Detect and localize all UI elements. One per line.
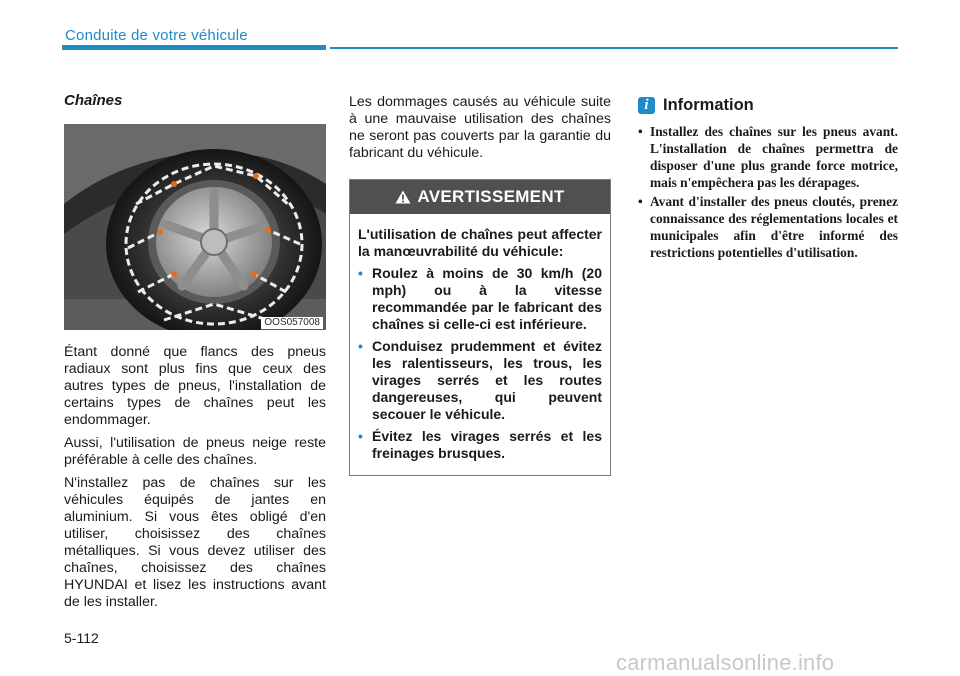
bullet-icon: • [358,428,363,444]
paragraph: Aussi, l'utilisation de pneus neige reste préférable à celle des chaînes. [64,435,326,468]
header-accent-bar [62,45,326,50]
bullet-icon: • [358,338,363,354]
warning-triangle-icon [395,190,411,204]
paragraph: N'installez pas de chaînes sur les véhicules équipés de jantes en aluminium. Si vous êtes obligé d'en utiliser, choisissez des chaînes métalliques. Si vous devez utiliser des chaînes, choisissez des chaînes HYUNDAI et lisez les instructions avant de les installer. [64,475,326,610]
warning-item-text: Roulez à moins de 30 km/h (20 mph) ou à la vitesse recommandée par le fabricant des chaînes si celle-ci est inférieure. [372,265,602,332]
warning-item-text: Évitez les virages serrés et les freinages brusques. [372,428,602,461]
information-item [638,123,898,191]
bullet-icon: • [638,194,643,209]
column-middle [349,94,611,476]
information-header [638,96,898,115]
page-number: 5-112 [64,630,99,646]
warning-item [358,338,602,423]
paragraph: Étant donné que flancs des pneus radiaux sont plus fins que ceux des autres types de pneus, l'installation de certains types de chaînes peut les endommager. [64,344,326,428]
paragraph: Les dommages causés au véhicule suite à une mauvaise utilisation des chaînes ne seront pas couverts par la garantie du fabricant du véhicule. [349,94,611,161]
warning-title: AVERTISSEMENT [417,187,565,206]
tire-chain-illustration [64,124,326,330]
image-reference-code: OOS057008 [261,317,323,329]
watermark: carmanualsonline.info [616,650,835,675]
information-item [638,193,898,261]
warning-content [350,214,610,475]
tire-chain-photo [64,124,326,330]
section-header-title: Conduite de votre véhicule [65,27,248,44]
column-right [638,96,898,261]
warning-intro: L'utilisation de chaînes peut affecter la manœuvrabilité du véhicule: [358,226,602,259]
header-rule [330,47,898,49]
warning-item [358,265,602,333]
information-list [638,123,898,261]
information-item-text: Avant d'installer des pneus cloutés, prenez connaissance des réglementations locales et municipales afin d'être informé des restrictions potentielles d'utilisation. [650,194,898,260]
warning-item-text: Conduisez prudemment et évitez les ralentisseurs, les trous, les virages serrés et les routes dangereuses, qui peuvent secouer le véhicule. [372,338,602,422]
warning-box [349,179,611,476]
bullet-icon: • [638,124,643,139]
information-title: Information [663,96,754,114]
info-icon: i [638,97,655,114]
warning-item [358,428,602,462]
bullet-icon: • [358,265,363,281]
section-title: Chaînes [64,92,123,109]
column-left [64,92,326,611]
warning-header [350,180,610,214]
information-item-text: Installez des chaînes sur les pneus avant. L'installation de chaînes permettra de disposer d'une plus grande force motrice, mais n'empêchera pas les dérapages. [650,124,898,190]
